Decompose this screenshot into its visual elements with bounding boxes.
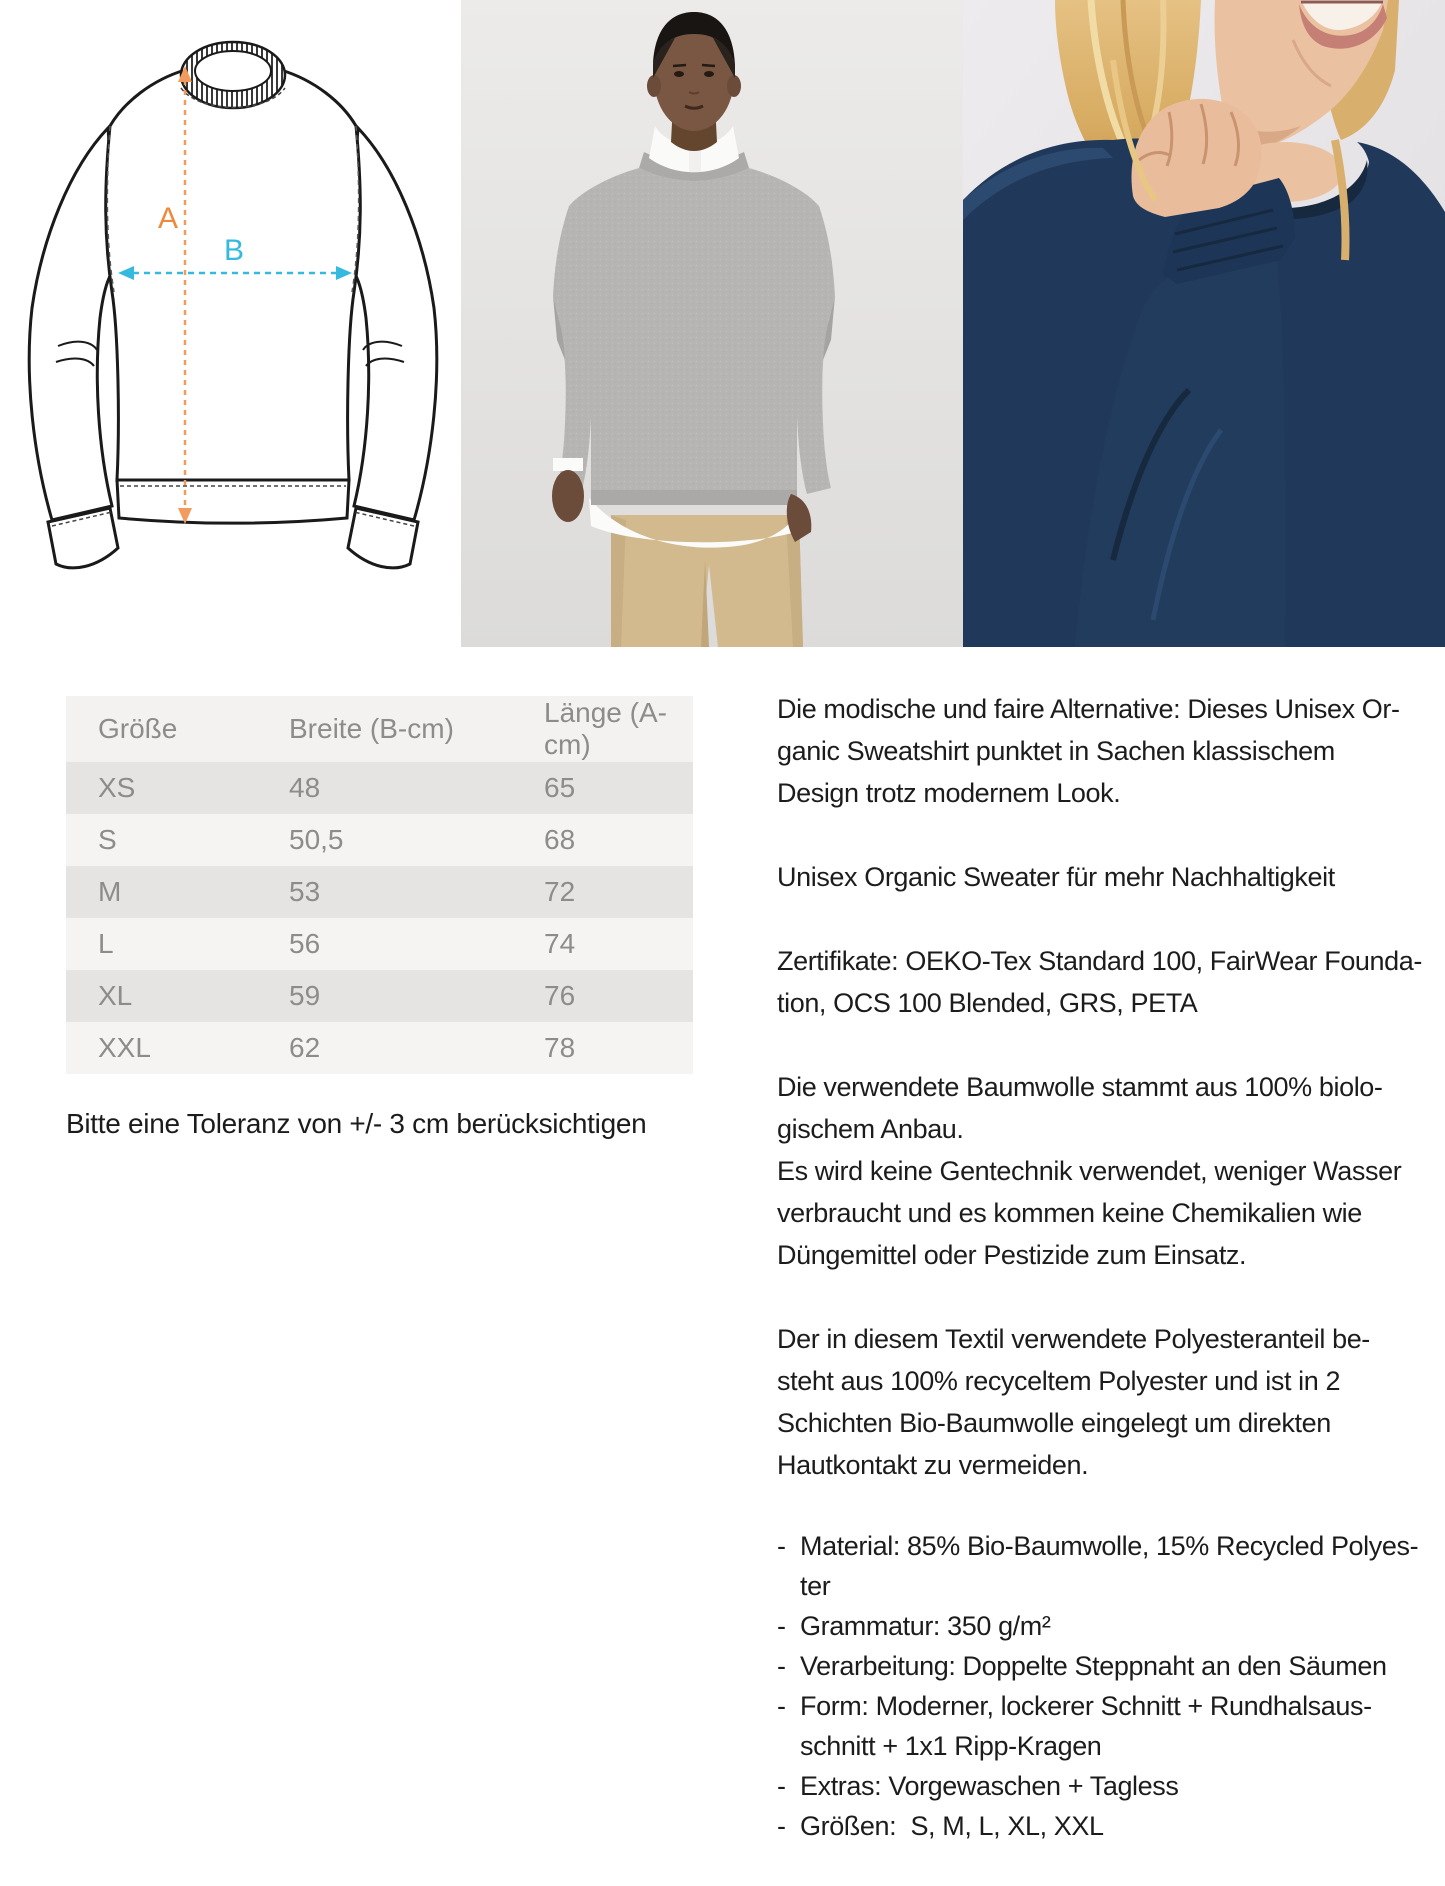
table-row (66, 970, 693, 1022)
ear (647, 75, 661, 97)
label-a: A (158, 202, 179, 235)
size-cell: 50,5 (289, 824, 344, 855)
sweatshirt-line-drawing (0, 28, 460, 580)
text-line: ter (800, 1571, 831, 1601)
size-cell: 65 (544, 772, 576, 803)
spec-item-text (800, 1526, 1418, 1606)
spec-item (777, 1806, 1445, 1846)
table-row (66, 762, 693, 814)
table-row (66, 866, 693, 918)
size-cell: XL (98, 980, 133, 1011)
text-line: Verarbeitung: Doppelte Steppnaht an den Säumen (800, 1651, 1387, 1681)
male-model-illustration (461, 0, 963, 647)
spec-list (777, 1526, 1445, 1846)
grey-sweatshirt (553, 152, 835, 505)
bullet-dash: - (777, 1531, 786, 1561)
description-paragraph (777, 856, 1445, 898)
photo-model-male (461, 0, 963, 647)
text-line: tion, OCS 100 Blended, GRS, PETA (777, 988, 1198, 1018)
text-line: Der in diesem Textil verwendete Polyesteranteil be- (777, 1324, 1370, 1354)
column-header: Größe (66, 696, 288, 762)
text-line: gischem Anbau. (777, 1114, 964, 1144)
text-line: Die verwendete Baumwolle stammt aus 100% biolo- (777, 1072, 1383, 1102)
text-line: Form: Moderner, lockerer Schnitt + Rundhalsaus- (800, 1691, 1372, 1721)
spec-item-text (800, 1766, 1178, 1806)
size-cell: S (98, 824, 117, 855)
description-paragraph (777, 1066, 1445, 1276)
text-line: Die modische und faire Alternative: Dieses Unisex Or- (777, 694, 1400, 724)
text-line: steht aus 100% recyceltem Polyester und ist in 2 (777, 1366, 1341, 1396)
size-cell: XXL (98, 1032, 151, 1063)
sweatshirt-outline (29, 42, 437, 568)
text-line: Zertifikate: OEKO-Tex Standard 100, FairWear Founda- (777, 946, 1422, 976)
text-line: verbraucht und es kommen keine Chemikalien wie (777, 1198, 1362, 1228)
size-cell: 48 (289, 772, 321, 803)
product-description (777, 688, 1445, 1846)
size-cell: L (98, 928, 114, 959)
bullet-dash: - (777, 1691, 786, 1721)
size-cell: 78 (544, 1032, 576, 1063)
table-row (66, 1022, 693, 1074)
size-cell: 62 (289, 1032, 321, 1063)
spec-item-text (800, 1806, 1104, 1846)
bullet-dash: - (777, 1771, 786, 1801)
spec-item-text (800, 1606, 1050, 1646)
text-line: Hautkontakt zu vermeiden. (777, 1450, 1089, 1480)
description-paragraph (777, 1318, 1445, 1486)
text-line: Grammatur: 350 g/m² (800, 1611, 1051, 1641)
size-cell: XS (98, 772, 136, 803)
text-line: Schichten Bio-Baumwolle eingelegt um direkten (777, 1408, 1331, 1438)
text-line: ganic Sweatshirt punktet in Sachen klassischem (777, 736, 1335, 766)
bullet-dash: - (777, 1811, 786, 1841)
text-line: Es wird keine Gentechnik verwendet, weniger Wasser (777, 1156, 1402, 1186)
text-line: Material: 85% Bio-Baumwolle, 15% Recycled Polyes- (800, 1531, 1419, 1561)
left-hand (552, 470, 584, 522)
spec-item (777, 1766, 1445, 1806)
size-cell: 68 (544, 824, 576, 855)
text-line: Extras: Vorgewaschen + Tagless (800, 1771, 1179, 1801)
text-line: schnitt + 1x1 Ripp-Kragen (800, 1731, 1102, 1761)
size-cell: 59 (289, 980, 321, 1011)
spec-item (777, 1686, 1445, 1766)
size-cell: 72 (544, 876, 576, 907)
spec-item (777, 1646, 1445, 1686)
column-header: Breite (B-cm) (288, 696, 543, 762)
text-line: Design trotz modernem Look. (777, 778, 1121, 808)
table-row (66, 814, 693, 866)
ear (727, 75, 741, 97)
size-diagram (0, 28, 460, 580)
shirt-cuff (553, 458, 583, 471)
female-model-illustration (963, 0, 1445, 647)
table-row (66, 918, 693, 970)
size-cell: 74 (544, 928, 576, 959)
spec-item (777, 1526, 1445, 1606)
description-paragraph (777, 940, 1445, 1024)
spec-item-text (800, 1686, 1372, 1766)
size-cell: 53 (289, 876, 321, 907)
eye (704, 71, 714, 77)
label-b: B (224, 234, 245, 267)
spec-item (777, 1606, 1445, 1646)
size-table-header-row (66, 696, 693, 762)
size-cell: 76 (544, 980, 576, 1011)
bullet-dash: - (777, 1611, 786, 1641)
eye (674, 71, 684, 77)
column-header: Länge (A-cm) (543, 696, 693, 762)
size-cell: M (98, 876, 122, 907)
text-line: Größen: S, M, L, XL, XXL (800, 1811, 1104, 1841)
photo-model-female (963, 0, 1445, 647)
bullet-dash: - (777, 1651, 786, 1681)
size-table (66, 696, 693, 1074)
description-paragraph (777, 688, 1445, 814)
size-cell: 56 (289, 928, 321, 959)
tolerance-note: Bitte eine Toleranz von +/- 3 cm berücksichtigen (66, 1108, 647, 1139)
spec-item-text (800, 1646, 1387, 1686)
text-line: Unisex Organic Sweater für mehr Nachhaltigkeit (777, 862, 1335, 892)
text-line: Düngemittel oder Pestizide zum Einsatz. (777, 1240, 1247, 1270)
